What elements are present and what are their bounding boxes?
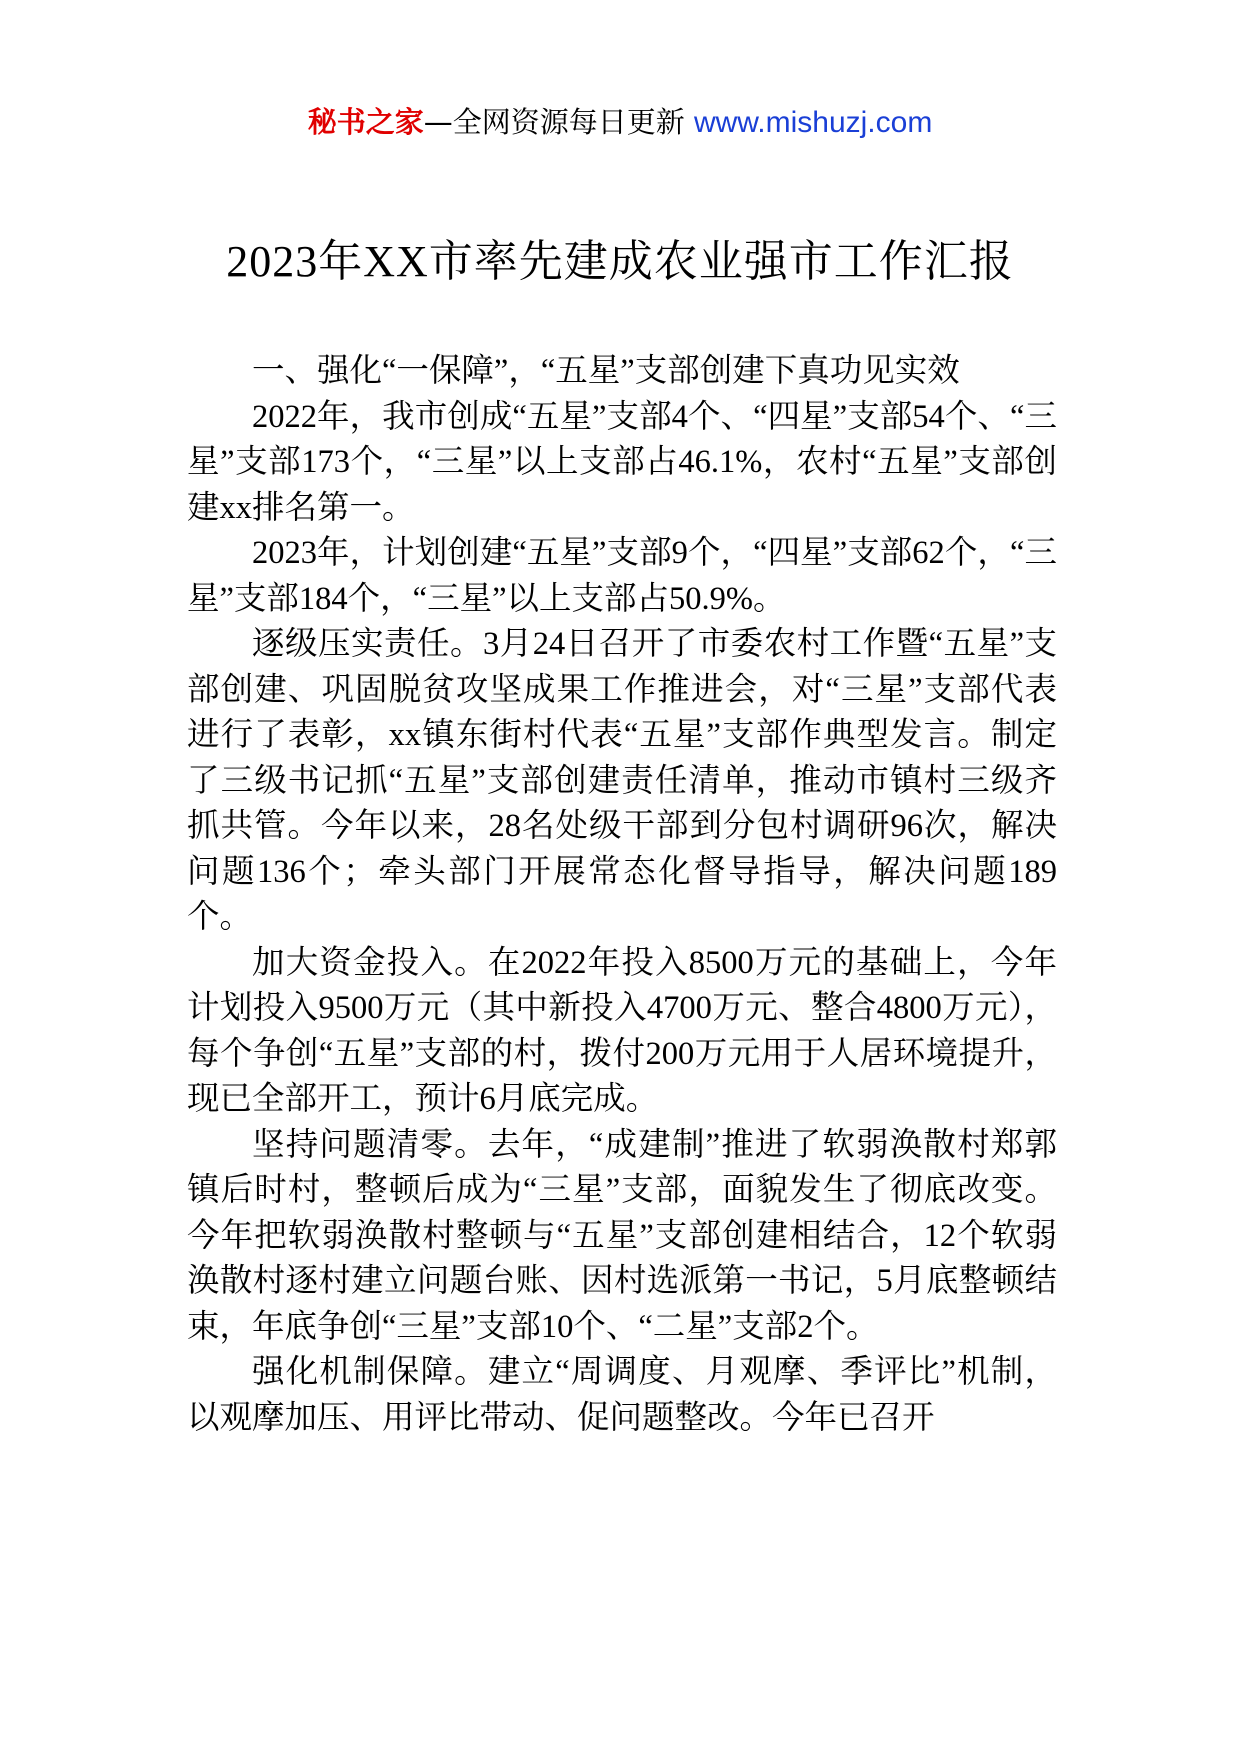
body-paragraph: 2022年，我市创成“五星”支部4个、“四星”支部54个、“三星”支部173个，“三星”以上支部占46.1%，农村“五星”支部创建xx排名第一。 bbox=[187, 398, 1057, 526]
site-url-link[interactable]: www.mishuzj.com bbox=[693, 106, 933, 139]
site-tagline: —全网资源每日更新 bbox=[423, 105, 685, 139]
body-paragraph: 坚持问题清零。去年，“成建制”推进了软弱涣散村郑郭镇后时村，整顿后成为“三星”支部，面貌发生了彻底改变。今年把软弱涣散村整顿与“五星”支部创建相结合，12个软弱涣散村逐村建立问题台账、因村选派第一书记，5月底整顿结束，年底争创“三星”支部10个、“二星”支部2个。 bbox=[187, 1126, 1057, 1345]
document-title: 2023年XX市率先建成农业强市工作汇报 bbox=[226, 237, 1014, 286]
body-paragraph: 强化机制保障。建立“周调度、月观摩、季评比”机制，以观摩加压、用评比带动、促问题整改。今年已召开 bbox=[187, 1354, 1057, 1436]
site-header bbox=[0, 100, 1240, 145]
site-brand: 秘书之家 bbox=[307, 105, 424, 139]
body-paragraph: 加大资金投入。在2022年投入8500万元的基础上，今年计划投入9500万元（其中新投入4700万元、整合4800万元），每个争创“五星”支部的村，拨付200万元用于人居环境提升，现已全部开工，预计6月底完成。 bbox=[187, 944, 1057, 1117]
section-heading: 一、强化“一保障”，“五星”支部创建下真功见实效 bbox=[252, 353, 960, 389]
document-body bbox=[187, 349, 1057, 1441]
body-paragraph: 2023年，计划创建“五星”支部9个，“四星”支部62个，“三星”支部184个，“三星”以上支部占50.9%。 bbox=[187, 535, 1057, 617]
body-paragraph: 逐级压实责任。3月24日召开了市委农村工作暨“五星”支部创建、巩固脱贫攻坚成果工作推进会，对“三星”支部代表进行了表彰，xx镇东街村代表“五星”支部作典型发言。制定了三级书记抓“五星”支部创建责任清单，推动市镇村三级齐抓共管。今年以来，28名处级干部到分包村调研96次，解决问题136个；牵头部门开展常态化督导指导，解决问题189个。 bbox=[187, 626, 1057, 935]
